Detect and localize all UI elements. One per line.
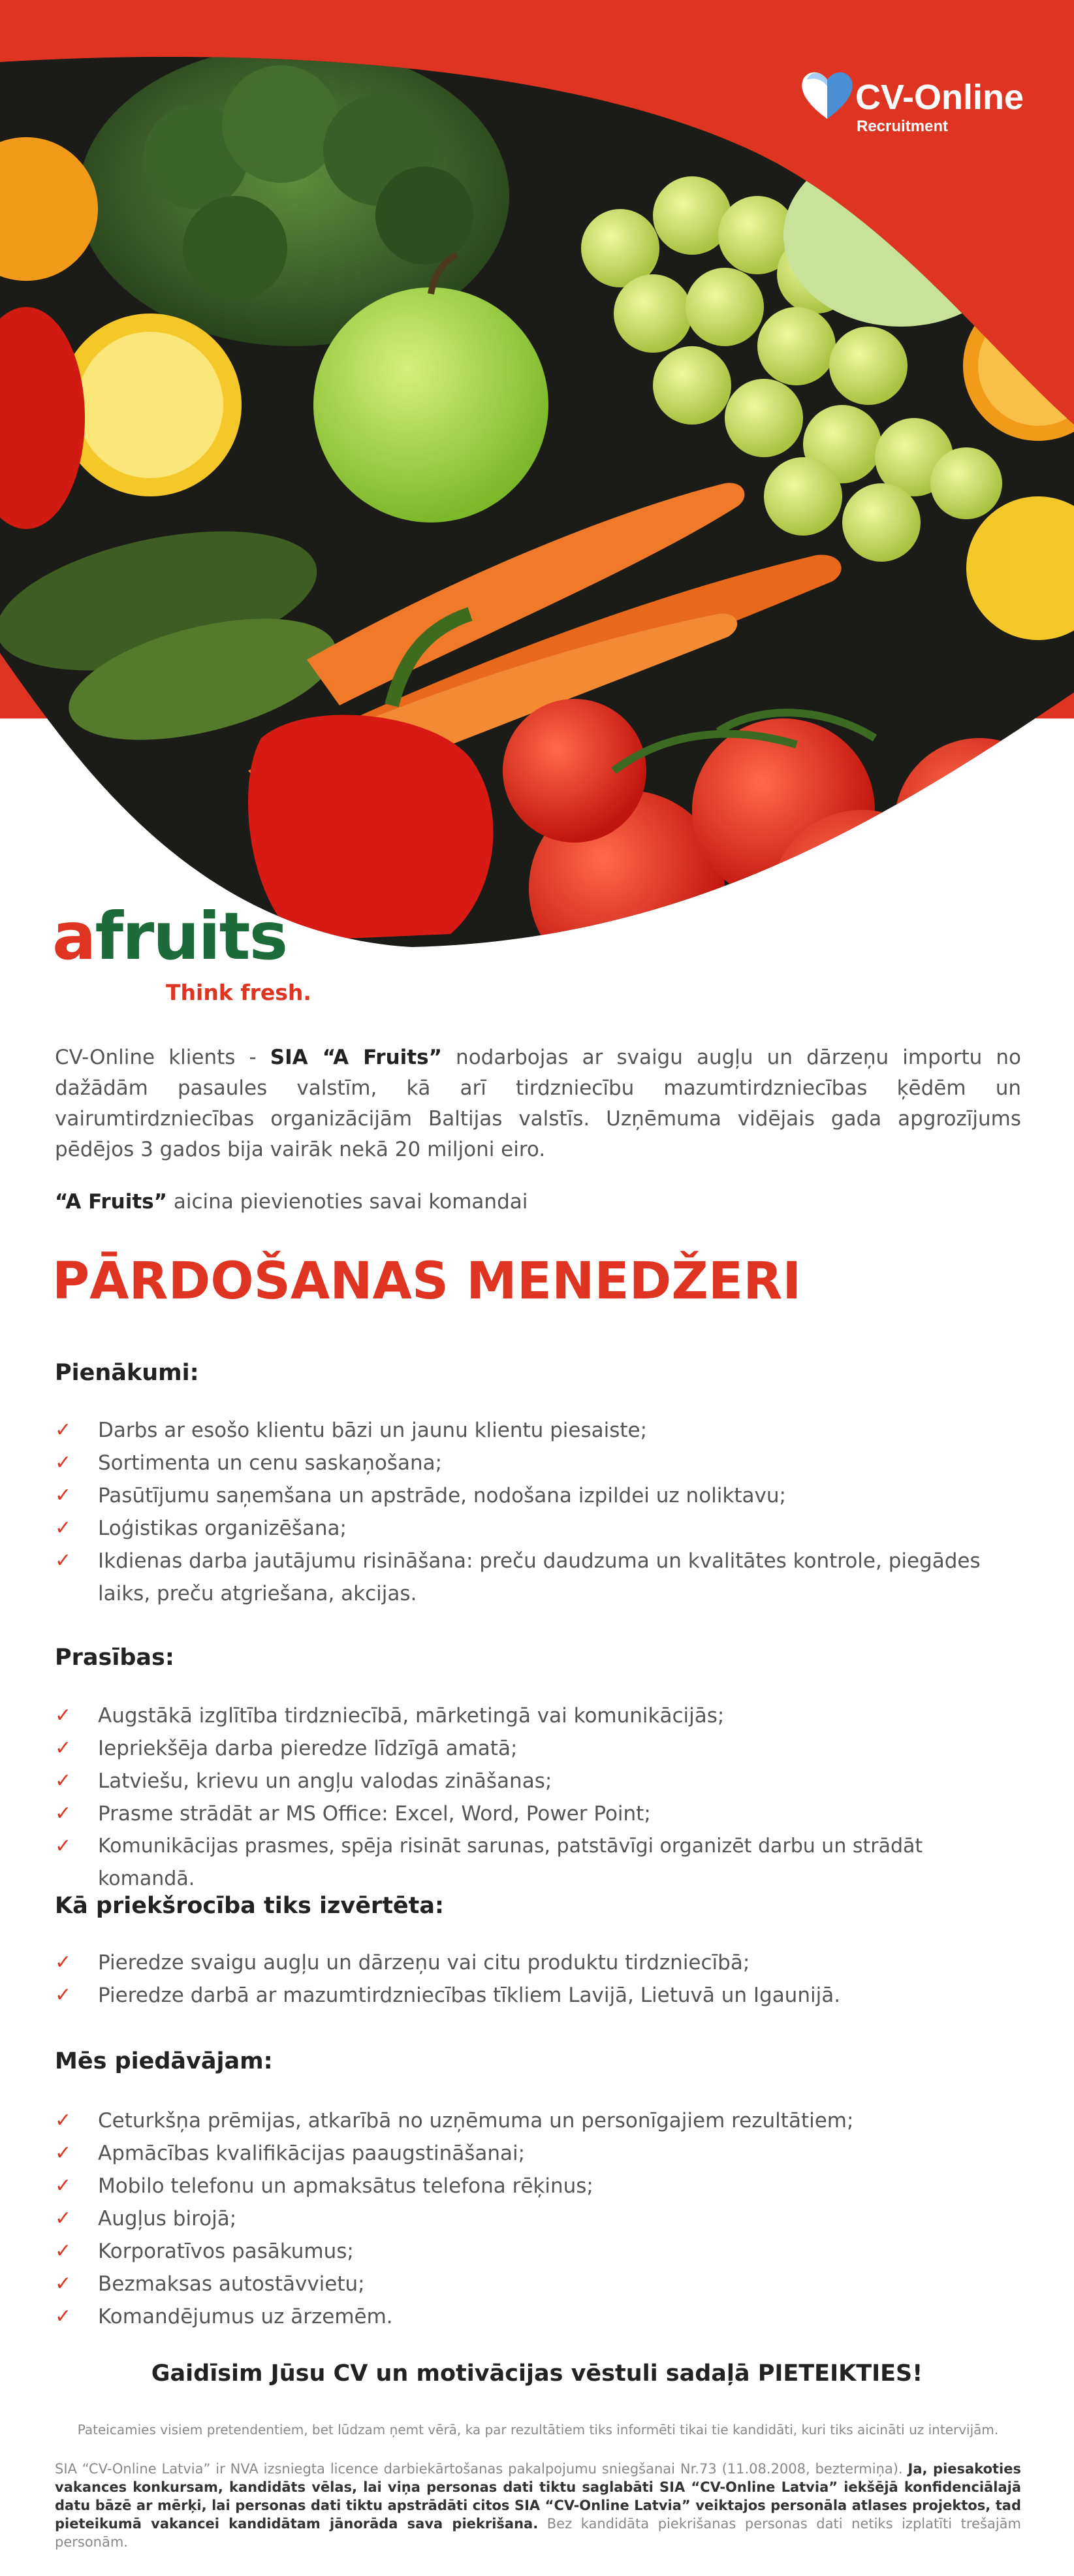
list-item [55, 1545, 1021, 1610]
cv-online-logo [798, 65, 1024, 137]
check-icon: ✓ [55, 1517, 72, 1539]
intro-lead: CV-Online klients - [55, 1046, 270, 1069]
list-item [55, 1979, 1021, 2012]
list-item-text: Korporatīvos pasākumus; [98, 2240, 354, 2263]
offer-list [55, 2104, 1021, 2333]
check-icon: ✓ [55, 1704, 72, 1727]
section-heading-advantages: Kā priekšrocība tiks izvērtēta: [55, 1893, 445, 1919]
list-item-text: Pieredze darbā ar mazumtirdzniecības tīkliem Lavijā, Lietuvā un Igaunijā. [98, 1984, 841, 2007]
legal-consent: Ja, piesakoties vakances konkursam, kandidāts vēlas, lai viņa personas dati tiktu saglabāti SIA “CV-Online Latvia” iekšējā konfidenciālajā datu bāzē ar mērķi, lai personas dati tiktu apstrādāti citos SIA “CV-Online Latvia” veiktajos personāla atlases projektos, tad pieteikumā vakancei kandidātam jānorāda sava piekrišana. [55, 2461, 1021, 2532]
intro-text: nodarbojas ar svaigu augļu un dārzeņu importu no dažādām pasaules valstīm, kā arī tirdzniecību mazumtirdzniecības ķēdēm un vairumtirdzniecības organizācijām Baltijas valstīs. Uzņēmuma vidējais gada apgrozījums pēdējos 3 gados bija vairāk nekā 20 miljoni eiro. [55, 1046, 1021, 1161]
check-icon: ✓ [55, 1451, 72, 1474]
list-item [55, 1765, 1021, 1797]
list-item [55, 1479, 1021, 1512]
list-item-text: Ikdienas darba jautājumu risināšana: preču daudzuma un kvalitātes kontrole, piegādes laiks, preču atgriešana, akcijas. [98, 1549, 981, 1605]
list-item-text: Darbs ar esošo klientu bāzi un jaunu klientu piesaiste; [98, 1419, 648, 1442]
check-icon: ✓ [55, 1737, 72, 1760]
list-item [55, 2137, 1021, 2170]
list-item [55, 2170, 1021, 2202]
invite-company: “A Fruits” [55, 1190, 167, 1214]
cv-online-name: CV-Online [855, 78, 1024, 117]
section-heading-duties: Pienākumi: [55, 1360, 199, 1386]
list-item [55, 1830, 1021, 1895]
check-icon: ✓ [55, 2240, 72, 2262]
invite-line [55, 1187, 1021, 1216]
list-item-text: Ceturkšņa prēmijas, atkarībā no uzņēmuma un personīgajiem rezultātiem; [98, 2109, 854, 2133]
check-icon: ✓ [55, 1769, 72, 1792]
list-item [55, 1797, 1021, 1830]
list-item-text: Bezmaksas autostāvvietu; [98, 2272, 365, 2296]
legal-license: SIA “CV-Online Latvia” ir NVA izsniegta licence darbiekārtošanas pakalpojumu sniegšanai Nr.73 (11.08.2008, beztermiņa). [55, 2461, 908, 2477]
list-item [55, 1732, 1021, 1765]
list-item-text: Pasūtījumu saņemšana un apstrāde, nodošana izpildei uz noliktavu; [98, 1484, 786, 1507]
section-heading-offer: Mēs piedāvājam: [55, 2048, 273, 2074]
list-item [55, 2235, 1021, 2268]
list-item-text: Latviešu, krievu un angļu valodas zināšanas; [98, 1769, 552, 1793]
list-item-text: Mobilo telefonu un apmaksātus telefona rēķinus; [98, 2174, 593, 2198]
intro-paragraph [55, 1042, 1021, 1165]
list-item [55, 1946, 1021, 1979]
thanks-note: Pateicamies visiem pretendentiem, bet lūdzam ņemt vērā, ka par rezultātiem tiks informēti tikai tie kandidāti, kuri tiks aicināti uz intervijām. [77, 2422, 999, 2438]
check-icon: ✓ [55, 1549, 72, 1572]
afruits-logo [52, 898, 326, 1006]
check-icon: ✓ [55, 2305, 72, 2328]
afruits-letter-a: a [52, 898, 95, 974]
advantages-list [55, 1946, 1021, 2012]
cv-online-subtitle: Recruitment [857, 118, 949, 135]
check-icon: ✓ [55, 1419, 72, 1441]
list-item-text: Apmācības kvalifikācijas paaugstināšanai; [98, 2142, 526, 2165]
check-icon: ✓ [55, 2109, 72, 2132]
afruits-letters: fruits [95, 898, 287, 974]
afruits-wordmark [52, 898, 287, 974]
check-icon: ✓ [55, 2142, 72, 2165]
check-icon: ✓ [55, 2207, 72, 2230]
list-item-text: Sortimenta un cenu saskaņošana; [98, 1451, 443, 1475]
list-item [55, 1512, 1021, 1545]
list-item-text: Augstākā izglītība tirdzniecībā, mārketingā vai komunikācijās; [98, 1704, 725, 1728]
list-item-text: Iepriekšēja darba pieredze līdzīgā amatā; [98, 1737, 518, 1760]
list-item-text: Prasme strādāt ar MS Office: Excel, Word, Power Point; [98, 1802, 651, 1826]
list-item-text: Komandējumus uz ārzemēm. [98, 2305, 393, 2328]
list-item [55, 1414, 1021, 1447]
list-item [55, 1447, 1021, 1479]
job-title: PĀRDOŠANAS MENEDŽERI [52, 1252, 802, 1311]
list-item-text: Loģistikas organizēšana; [98, 1517, 347, 1540]
afruits-tagline: Think fresh. [166, 980, 311, 1005]
legal-privacy: Bez kandidāta piekrišanas personas dati netiks izplatīti trešajām personām. [55, 2516, 1021, 2550]
check-icon: ✓ [55, 1484, 72, 1507]
check-icon: ✓ [55, 1835, 72, 1858]
check-icon: ✓ [55, 1984, 72, 2006]
invite-text: aicina pievienoties savai komandai [166, 1190, 528, 1214]
section-heading-requirements: Prasības: [55, 1645, 174, 1671]
cv-online-heart-icon [798, 65, 857, 124]
hero-banner [0, 0, 1074, 1019]
intro-company: SIA “A Fruits” [270, 1046, 442, 1069]
list-item [55, 2268, 1021, 2300]
check-icon: ✓ [55, 2174, 72, 2197]
check-icon: ✓ [55, 1951, 72, 1974]
closing-call-to-action: Gaidīsim Jūsu CV un motivācijas vēstuli sadaļā PIETEIKTIES! [151, 2360, 923, 2387]
list-item [55, 1699, 1021, 1732]
list-item [55, 2104, 1021, 2137]
legal-notice [55, 2460, 1021, 2551]
list-item-text: Augļus birojā; [98, 2207, 237, 2230]
list-item-text: Pieredze svaigu augļu un dārzeņu vai citu produktu tirdzniecībā; [98, 1951, 750, 1974]
list-item [55, 2300, 1021, 2333]
requirements-list [55, 1699, 1021, 1895]
list-item-text: Komunikācijas prasmes, spēja risināt sarunas, patstāvīgi organizēt darbu un strādāt komandā. [98, 1835, 923, 1890]
list-item [55, 2202, 1021, 2235]
check-icon: ✓ [55, 1802, 72, 1825]
duties-list [55, 1414, 1021, 1610]
check-icon: ✓ [55, 2272, 72, 2295]
